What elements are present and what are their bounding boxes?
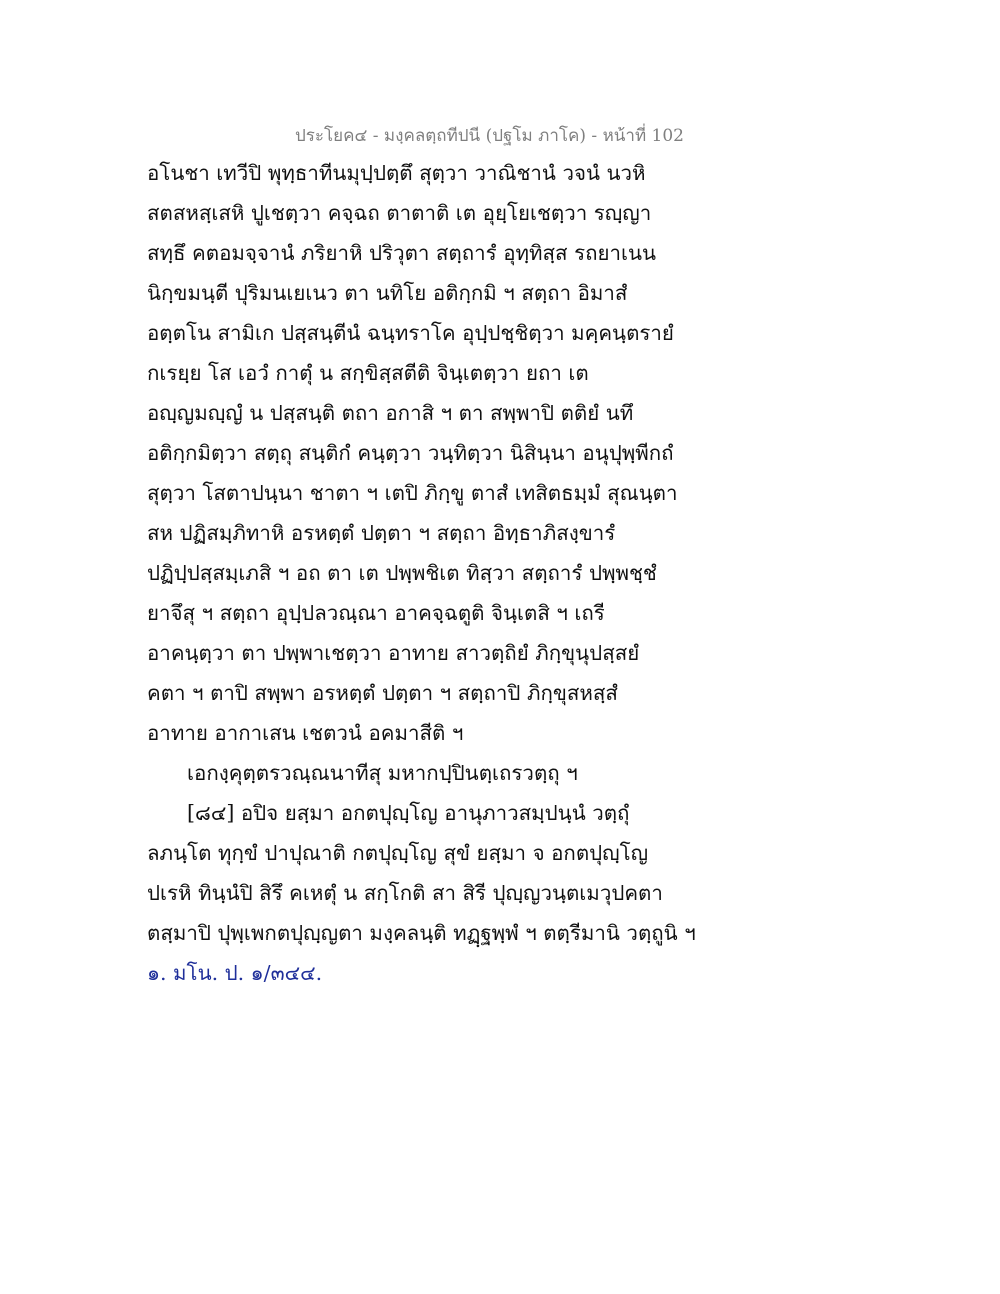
text-line: อติกฺกมิตฺวา สตฺถุ สนฺติกํ คนฺตฺวา วนฺทิตฺวา นิสินฺนา อนุปุพฺพีกถํ bbox=[147, 441, 674, 465]
text-line: อาทาย อากาเสน เชตวนํ อคมาสีติ ฯ bbox=[147, 721, 464, 745]
text-line: อญฺญมญฺญํ น ปสฺสนฺติ ตถา อกาสิ ฯ ตา สพฺพาปิ ตติยํ นทึ bbox=[147, 401, 634, 425]
text-line: คตา ฯ ตาปิ สพฺพา อรหตฺตํ ปตฺตา ฯ สตฺถาปิ ภิกฺขุสหสฺสํ bbox=[147, 681, 618, 705]
text-line: อาคนฺตฺวา ตา ปพฺพาเชตฺวา อาทาย สาวตฺถิยํ ภิกฺขุนุปสฺสยํ bbox=[147, 641, 640, 665]
text-line: นิกฺขมนฺตี ปุริมนเยเนว ตา นทิโย อติกฺกมิ ฯ สตฺถา อิมาสํ bbox=[147, 281, 628, 305]
text-line: ปเรหิ ทินฺนํปิ สิรึ คเหตุํ น สกฺโกติ สา สิรี ปุญฺญวนฺตเมวุปคตา bbox=[147, 881, 663, 905]
footnote: ๑. มโน. ป. ๑/๓๔๔. bbox=[147, 961, 323, 985]
text-line: ปฏิปฺปสฺสมฺเภสิ ฯ อถ ตา เต ปพฺพชิเต ทิสฺวา สตฺถารํ ปพฺพชฺชํ bbox=[147, 561, 657, 585]
text-line: สตสหสฺเสหิ ปูเชตฺวา คจฺฉถ ตาตาติ เต อุยฺโยเชตฺวา รญฺญา bbox=[147, 201, 652, 225]
text-line: สห ปฏิสมฺภิทาหิ อรหตฺตํ ปตฺตา ฯ สตฺถา อิทฺธาภิสงฺขารํ bbox=[147, 521, 616, 545]
text-line: อตฺตโน สามิเก ปสฺสนฺตีนํ ฉนฺทราโค อุปฺปชฺชิตฺวา มคฺคนฺตรายํ bbox=[147, 321, 674, 345]
text-line: สุตฺวา โสตาปนฺนา ชาตา ฯ เตปิ ภิกฺขู ตาสํ เทสิตธมฺมํ สุณนฺตา bbox=[147, 481, 678, 505]
text-line: ตสฺมาปิ ปุพฺเพกตปุญฺญตา มงฺคลนฺติ ทฏฺฐพฺพํ ฯ ตตฺรีมานิ วตฺถูนิ ฯ bbox=[147, 921, 696, 945]
text-line: ยาจึสุ ฯ สตฺถา อุปฺปลวณฺณา อาคจฺฉตูติ จินฺเตสิ ฯ เถรี bbox=[147, 601, 605, 625]
running-header: ประโยค๔ - มงฺคลตฺถทีปนี (ปฐโม ภาโค) - หน้าที่ 102 bbox=[295, 126, 684, 146]
body-text bbox=[147, 153, 707, 993]
text-line: ลภนฺโต ทุกฺขํ ปาปุณาติ กตปุญฺโญ สุขํ ยสฺมา จ อกตปุญฺโญ bbox=[147, 841, 649, 865]
text-line: สทฺธึ คตอมจฺจานํ ภริยาหิ ปริวุตา สตฺถารํ อุทฺทิสฺส รถยาเนน bbox=[147, 241, 657, 265]
source-reference-line: เอกงฺคุตฺตรวณฺณนาทีสุ มหากปฺปินตฺเถรวตฺถุ ฯ bbox=[187, 761, 578, 785]
paragraph-84-first-line: [๘๔] อปิจ ยสฺมา อกตปุญฺโญ อานุภาวสมฺปนฺนํ วตฺถุํ bbox=[187, 801, 630, 825]
text-line: อโนชา เทวีปิ พุทฺธาทีนมุปฺปตฺตึ สุตฺวา วาณิชานํ วจนํ นวหิ bbox=[147, 161, 646, 185]
text-line: กเรยฺย โส เอวํ กาตุํ น สกฺขิสฺสตีติ จินฺเตตฺวา ยถา เต bbox=[147, 361, 589, 385]
